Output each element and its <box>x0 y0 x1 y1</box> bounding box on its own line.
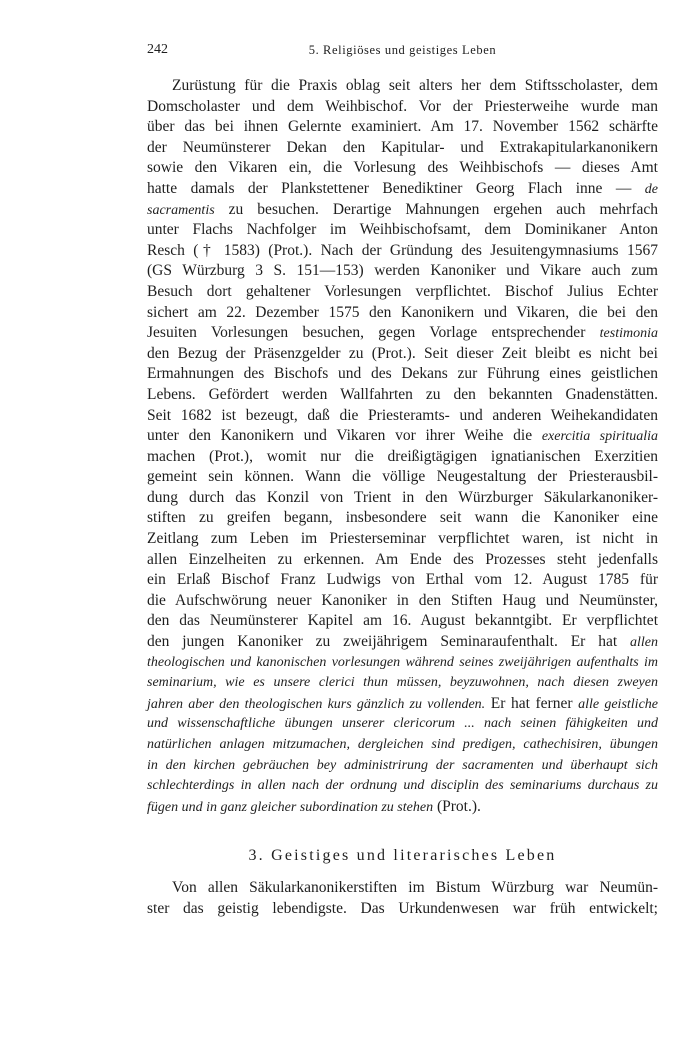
italic-text-line: in den kirchen gebräuchen bey administrirung der sacramenten und überhaupt sich <box>147 757 658 773</box>
text-segment: den jungen Kanoniker zu zweijährigem Seminaraufenthalt. Er hat <box>147 633 630 651</box>
text-line: (GS Würzburg 3 S. 151—153) werden Kanoniker und Vikare auch zum <box>147 262 658 280</box>
running-title: 5. Religiöses und geistiges Leben <box>308 43 497 57</box>
italic-text: allen <box>630 635 658 651</box>
text-line: gemeint sein können. Wann die völlige Neugestaltung der Priesterausbil- <box>147 468 658 486</box>
italic-text: fügen und in ganz gleicher subordination zu stehen <box>147 799 434 815</box>
text-line <box>147 426 658 447</box>
text-line <box>147 179 658 200</box>
italic-text: sacramentis <box>147 202 215 218</box>
text-segment: hatte damals der Plankstettener Benediktiner Georg Flach inne — <box>147 179 645 197</box>
section-heading: 3. Geistiges und literarisches Leben <box>248 847 557 864</box>
page-number: 242 <box>147 42 168 57</box>
text-line: unter Flachs Nachfolger im Weihbischofsamt, dem Dominikaner Anton <box>147 221 658 239</box>
text-line: Zeitlang zum Leben im Priesterseminar verpflichtet waren, ist nicht in <box>147 530 658 548</box>
text-segment: Er hat ferner <box>485 694 579 712</box>
text-line: über das bei ihnen Gelernte examiniert. Am 17. November 1562 schärfte <box>147 118 658 136</box>
text-line <box>147 323 658 344</box>
text-line <box>147 200 658 221</box>
text-segment: Jesuiten Vorlesungen besuchen, gegen Vorlage entsprechender <box>147 324 600 342</box>
text-line: Zurüstung für die Praxis oblag seit alters her dem Stiftsscholaster, dem <box>172 77 658 94</box>
text-line: die Aufschwörung neuer Kanoniker in den Stiften Haug und Neumünster, <box>147 591 658 609</box>
text-line: ein Erlaß Bischof Franz Ludwigs von Erthal vom 12. August 1785 für <box>147 571 658 589</box>
italic-text-line: und wissenschaftliche übungen unserer clericorum ... nach seinen fähigkeiten und <box>147 716 658 732</box>
text-line: ster das geistig lebendigste. Das Urkundenwesen war früh entwickelt; <box>147 899 658 917</box>
text-line: Ermahnungen des Bischofs und des Dekans zur Führung eines geistlichen <box>147 365 658 383</box>
text-line: der Neumünsterer Dekan den Kapitular- und Extrakapitularkanonikern <box>147 138 658 156</box>
text-line: Resch († 1583) (Prot.). Nach der Gründung des Jesuitengymnasiums 1567 <box>147 241 658 259</box>
text-line: Von allen Säkularkanonikerstiften im Bistum Würzburg war Neumün- <box>172 879 658 896</box>
paragraph <box>147 878 658 919</box>
italic-text-line: schlechterdings in allen nach der ordnung und disciplin des seminariums durchaus zu <box>147 778 658 794</box>
italic-text: alle geistliche <box>578 696 658 712</box>
italic-text-line: seminarium, wie es unsere clerici thun müssen, beyzuwohnen, nach diesen zweyen <box>147 675 658 691</box>
italic-text-line: natürlichen anlagen mitzumachen, dergleichen sind predigen, cathechisiren, übungen <box>147 737 658 752</box>
text-line <box>147 694 658 715</box>
text-segment: zu besuchen. Derartige Mahnungen ergehen auch mehrfach <box>214 200 658 218</box>
text-segment: unter den Kanonikern und Vikaren vor ihrer Weihe die <box>147 427 542 445</box>
text-line: sichert am 22. Dezember 1575 den Kanonikern und Vikaren, die bei den <box>147 303 658 321</box>
italic-text: exercitia spiritualia <box>541 429 658 445</box>
text-line: den Bezug der Präsenzgelder zu (Prot.). Seit dieser Zeit bleibt es nicht bei <box>147 344 658 362</box>
text-segment: (Prot.). <box>433 797 481 815</box>
italic-text: testimonia <box>599 326 658 342</box>
text-line: Seit 1682 ist bezeugt, daß die Priesteramts- und anderen Weihekandidaten <box>147 406 658 424</box>
text-line <box>147 632 658 653</box>
text-line: sowie den Vikaren ein, die Vorlesung des Weihbischofs — dieses Amt <box>147 159 658 177</box>
text-line: machen (Prot.), womit nur die dreißigtägigen ignatianischen Exerzitien <box>147 447 658 465</box>
text-line: Domscholaster und dem Weihbischof. Vor der Priesterweihe wurde man <box>147 97 658 115</box>
text-line: den das Neumünsterer Kapitel am 16. August bekanntgibt. Er verpflichtet <box>147 612 658 630</box>
text-line <box>147 797 658 818</box>
paragraph <box>147 76 658 817</box>
text-line: allen Einzelheiten zu erkennen. Am Ende des Prozesses steht jedenfalls <box>147 550 658 568</box>
page-header <box>147 41 658 59</box>
text-line: Lebens. Gefördert werden Wallfahrten zu den bekannten Gnadenstätten. <box>147 385 658 403</box>
text-line: Besuch dort gehaltener Vorlesungen verpflichtet. Bischof Julius Echter <box>147 282 658 300</box>
text-line: stiften zu greifen begann, insbesondere seit wann die Kanoniker eine <box>147 509 658 527</box>
text-line: dung durch das Konzil von Trient in den Würzburger Säkularkanoniker- <box>147 488 658 506</box>
italic-text: de <box>644 181 658 197</box>
italic-text: jahren aber den theologischen kurs gänzlich zu vollenden. <box>147 696 486 712</box>
italic-text-line: theologischen und kanonischen vorlesungen während seines zweijährigen aufenthalts im <box>147 654 658 670</box>
